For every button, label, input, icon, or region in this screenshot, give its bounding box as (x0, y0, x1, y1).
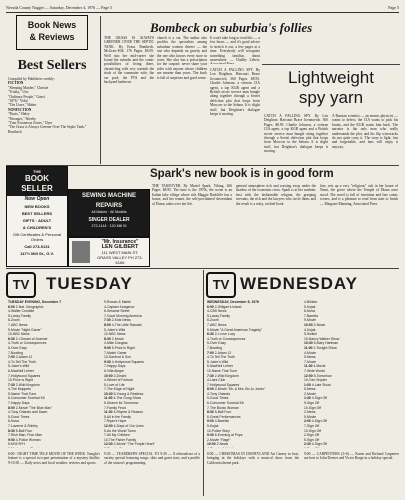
listing-time: 9:00 (8, 437, 16, 442)
book-seller-banner (7, 167, 67, 196)
listing-show: 7-Sign Off (304, 424, 320, 429)
listing-show: 5-Switch (304, 332, 318, 337)
listing-show: 4-Days of Our Lives (113, 424, 144, 429)
listing-show: 7-Movie (304, 359, 317, 364)
listing-show: 4-Tony Orlando and Dawn (8, 410, 48, 415)
listing-show: 4-Truth or Consequences (8, 341, 47, 346)
listing-show: 7-Match Game (104, 350, 127, 355)
tv-listings-tuesday-1 (8, 300, 98, 448)
listing-date: WEDNESDAY, December 8, 1976 (207, 300, 259, 304)
fiction-item: "The Users," Haber (8, 103, 37, 108)
section-divider (262, 64, 400, 65)
listing-show: 6-Over Easy (8, 345, 27, 350)
listing-show: 7-Hollywood Squares (8, 373, 41, 378)
listing-show: 5-Young & Restless (113, 391, 144, 396)
listing-time: 7:00 (207, 350, 215, 355)
fiction-item: "1876," Vidal (8, 99, 28, 104)
ad-gift-line: Gift Certificates & Personal Orders (12, 232, 62, 242)
listing-show: 10-Price is Right (8, 378, 33, 383)
listing-show: 4-Blinker (304, 300, 318, 304)
listing-show: 4-To Tell The Truth (207, 355, 235, 360)
spy-yarn-col-2: A Russian scientist — an atomic physicist — wants to defect; the CIA wants to pick his brains, and the KGB wants him back. The narrator is the only man who really understands the plot, and his flip wisecracks do not quite carry it. The story is light, fast and forgettable, and fans will enjoy it anyway. (332, 114, 398, 149)
listing-show: 4-Wheel of Fortune (104, 378, 134, 383)
listing-show: 4-Sign Off (311, 442, 327, 447)
listing-show: 10-Nancy Walker Show (304, 336, 340, 341)
listing-show: 7-Bowling (8, 350, 23, 355)
listing-time: 10:00 (207, 442, 217, 447)
listing-time: 10:00 (104, 373, 114, 378)
listing-show: 7-Happy Days (104, 364, 126, 369)
listing-show: 7-The Bionic Woman (207, 405, 239, 410)
tv-footer-note: 8:00 — CHRISTMAS IN DISNEYLAND Art Carney as host, bringing in the holidays with a musical show from the California theme park. (207, 452, 299, 465)
listing-show: 4-CBS News (207, 309, 227, 314)
spark-col-1: THE TAKEOVER. By Muriel Spark. Viking. 266 Pages. $8.95. The time is the 1970s, the scene is an Italian lake village where rich Maggie Radcliffe has a house, and her tenant, the self-proclaimed descendant of Diana, takes over her life. (152, 184, 232, 206)
ad-phone: Call 273-5131 (24, 244, 50, 249)
listing-show: 7-Happy Days (8, 401, 30, 406)
listing-show: 6-MacNeil Lehrer (8, 368, 35, 373)
listing-show: 7-The Edge of Night (104, 387, 135, 392)
listing-time: 2:30 (304, 442, 312, 447)
listing-show: 2-News (304, 410, 316, 415)
listing-show: 10-Police Story (207, 428, 230, 433)
listing-show (207, 447, 234, 448)
listing-show: 4-Rhyme & Reason (113, 410, 144, 415)
nonfiction-label: NONFICTION (8, 107, 32, 112)
ad-line: 111 WEST MAIN ST. (101, 250, 139, 255)
listing-show: 5-As the World Turns (104, 428, 136, 433)
listing-show: 2-Dinah! (113, 373, 127, 378)
book-news-column (6, 14, 98, 164)
listing-show: 2-I Love Lucy (214, 332, 236, 337)
listing-show: 10-Sanford & Son (104, 355, 131, 360)
listing-show: 7-Good Morning America (104, 313, 142, 318)
listing-time: 7:30 (207, 373, 215, 378)
listing-show: 5-Ball Four (214, 410, 232, 415)
listing-show: 6-Zoom (8, 318, 20, 323)
listing-show: 5-Love of Life (104, 382, 125, 387)
listing-show (304, 447, 319, 448)
best-sellers-intro: Compiled by Publishers weekly: (8, 77, 55, 81)
ad-item: GIFTS · ADULT (22, 218, 52, 223)
tv-wednesday-header (206, 272, 399, 298)
listing-row (207, 447, 299, 448)
listing-show: 2-Movie "The Blue Max" (15, 405, 53, 410)
column-divider (203, 270, 204, 496)
agent-photo (72, 241, 90, 263)
insurance-ad-text (93, 240, 147, 265)
listing-show: 4-Sign Off (311, 396, 327, 401)
sewing-machine-ad (68, 189, 150, 237)
listing-time: 9:30 (104, 359, 112, 364)
listing-time: 8:30 (104, 336, 112, 341)
listing-show: 10-NBC News (8, 332, 30, 337)
listing-show: 10-Sign Off (304, 428, 322, 433)
listing-time: 9:00 (104, 345, 112, 350)
bombeck-col-3: It won't take long to read this — a few hours — and it's good advice to stretch it out, a few pages at a time. Everybody will recognize something familiar, about somewhere. — Dudley Lehew, (210, 36, 260, 63)
listing-show: 10-NBC News (104, 332, 126, 337)
listing-show: 6-Consumer Survival Kit (207, 401, 244, 406)
listing-show: 5-Mary Hartman (313, 341, 339, 346)
listing-show: 9-Movie (304, 318, 317, 323)
listing-show: 5-News (304, 387, 316, 392)
ad-line: LEN GILBERT (101, 244, 139, 250)
listing-time: 6:00 (207, 304, 215, 309)
listing-show: 4-Baretta (214, 419, 229, 424)
listing-show: 7-Baretta (304, 313, 318, 318)
listing-show: 2-Movie "Rage" (207, 437, 231, 442)
listing-show: 4-Walter Cronkite (8, 309, 35, 314)
ad-line: All Makes · All Models (91, 210, 127, 214)
section-divider (6, 268, 399, 269)
listing-show: 5-Joker's Wild (104, 327, 126, 332)
tv-listings-tuesday-2 (104, 300, 200, 448)
listing-show: 10-The Fisher Family (104, 437, 137, 442)
listing-show: 7-All My Children (104, 433, 130, 438)
listing-show: 9-Movie "Night Game" (8, 327, 42, 332)
listing-time: 9:30 (207, 433, 215, 438)
masthead-right: Page 5 (388, 5, 399, 10)
listing-show: 2-News (216, 442, 229, 447)
listing-time: 7:30 (104, 318, 112, 323)
listing-time: 10:30 (304, 341, 314, 346)
listing-show: 2-Tonight Show (313, 345, 337, 350)
nonfiction-item: "Your Erroneous Zones," Dyer (8, 121, 53, 126)
listing-show: 5-Lanzy Family (207, 313, 230, 318)
listing-show: 5-Search for Tomorrow (104, 401, 139, 406)
listing-show: 6-Villa Alegre (104, 368, 124, 373)
listing-show: 5-Movie (304, 414, 317, 419)
book-news-title: Book News (27, 20, 77, 30)
listing-show (104, 447, 134, 448)
spark-col-2: general atmosphere rich and wasting away under the shadow of the economic crisis. Spark is at her sardonic best with the fashionable religion, the grasping servants, the rich and the lawyers who circle them, and the result is a witty, wicked book. (236, 184, 316, 206)
tv-tuesday-header (6, 272, 196, 298)
listing-show: 4-Kojak (304, 327, 316, 332)
listing-show: 7-Hollywood Squares (207, 382, 240, 387)
ad-line: BOOK (25, 174, 49, 183)
listing-show: 5-Joker's Wild (207, 359, 229, 364)
listing-show: 2-Sign Off (304, 433, 320, 438)
listing-show: 5-News (304, 355, 316, 360)
spark-col-3: fine, sets up a very "religious" cult in her house of Nemi, the grove where the Temple of Diana once stood. The novel is full of invention and fine comic scenes, and is a pleasure to read from start to finish — Margaret Manning, Associated Press (320, 184, 398, 206)
tv-logo-icon: TV (206, 272, 236, 298)
listing-show (8, 447, 42, 448)
listing-show: 7-Ryan's Hope (104, 419, 127, 424)
listing-show: 5-Price is Right (111, 345, 135, 350)
listing-show: 7-ABC News (8, 322, 28, 327)
listing-show: 4-Hollywood Squares (111, 359, 144, 364)
listing-show: 4-The Gong Show (113, 396, 141, 401)
spy-yarn-col-0: CATCH A FALLING SPY. By Len Deighton. Harcourt Brace Jovanovich. 360 Pages. $8.95. Charlie Johnson, a veteran CIA agent, a top KGB agent and a British secret service man bungle along together through a Soviet defection plot that loops from Moscow to the Sahara. It is slight stuff, but Deighton's dialogue keeps it moving. (210, 68, 260, 117)
listing-row (8, 447, 98, 448)
spy-yarn-title-line1: Lightweight (287, 68, 374, 87)
listing-show: 4-Late Show (311, 382, 331, 387)
listing-time: 7:30 (8, 382, 16, 387)
listing-time: 11:30 (304, 364, 314, 369)
spy-yarn-title-line2: spy yarn (298, 88, 364, 107)
listing-show: 5-Name That Tune (8, 391, 37, 396)
book-news-subtitle: & Reviews (29, 32, 75, 42)
ad-item: NEW BOOKS (24, 204, 50, 209)
listing-time: 11:30 (104, 410, 114, 415)
listing-show: 6-Nova (304, 309, 315, 314)
spy-yarn-col-1: CATCH A FALLING SPY. By Len Deighton. Harcourt Brace Jovanovich. 360 Pages. $8.95. Charlie Johnson, a veteran CIA agent, a top KGB agent and a British secret service man bungle along together through a Soviet defection plot that loops from Moscow to the Sahara. It is slight stuff, but Deighton's dialogue keeps it moving. (264, 114, 328, 154)
best-sellers-title: Best Sellers (17, 58, 87, 73)
book-news-box (16, 15, 88, 50)
listing-show: 7-Rich Man, Poor Man (8, 433, 42, 438)
listing-show: 2-Wild Kingdom (15, 382, 40, 387)
spark-headline: Spark's new book is in good form (150, 168, 334, 180)
bombeck-headline: Bombeck on suburbia's follies (150, 20, 313, 35)
listing-time: 7:00 (8, 355, 16, 360)
ad-line: 273-1144 · 120 Mill St (91, 224, 127, 229)
ad-line: SELLER (21, 184, 53, 193)
listing-time: 12:30 (104, 442, 114, 447)
insurance-ad (68, 237, 150, 267)
listing-show: 4-Mike Douglas (104, 341, 128, 346)
listing-row (304, 447, 399, 448)
listing-time: 8:00 (8, 405, 16, 410)
now-open-tag: Now Open (24, 196, 50, 202)
ad-line: SEWING MACHINE (82, 193, 136, 199)
tv-day-title: TUESDAY (46, 274, 133, 293)
listing-show: 4-Truth or Consequences (207, 336, 246, 341)
listing-show: 5-Kojak (304, 304, 316, 309)
listing-show: 5-Tomorrow (313, 373, 332, 378)
listing-show: 2-Adam 12 (214, 350, 232, 355)
listing-show: 4-Police Woman (15, 437, 41, 442)
listing-time: 11:00 (104, 396, 114, 401)
listing-show: 6-Great Performances (207, 414, 241, 419)
listing-show: 5-Ball Four (15, 428, 33, 433)
ad-address: 147½ Mill St., G.V. (20, 251, 54, 256)
listing-row (104, 447, 200, 448)
listing-show: 5-Joker's Wild (8, 364, 30, 369)
masthead-left: Nevada County Nugget — Saturday, December 4, 1976 — Page 5 (6, 5, 112, 10)
listing-time: 10:30 (104, 391, 114, 396)
listing-show: 10-Sign Off (304, 405, 322, 410)
listing-time: 6:00 (8, 304, 16, 309)
listing-show: 10-Name That Tune (207, 368, 238, 373)
bombeck-col-1: THE GRASS IS ALWAYS GREENER OVER THE SEPTIC TANK. By Erma Bombeck. McGraw-Hill. 176 Pages. $6.95. Well into her mid-career she found the suburbs and the comic possibilities of living there, chronicling with wry warmth the trials of the commuter wife, the car pool, the PTA and the backyard barbecue. (104, 36, 154, 85)
masthead (6, 4, 399, 13)
listing-show: 2-Movie "The Purple Heart" (113, 442, 155, 447)
tv-logo-icon: TV (6, 272, 36, 298)
listing-show: 5-Good Times (8, 414, 30, 419)
tv-footer-note: 8:00 - NIGHT TIME TELE MOVIE OF THE WEEK. Tonight's feature is a special two-part presentation of a mystery thriller. 9-10:30 — Daily news and local weather, reviews and sports. (8, 452, 100, 465)
listing-show: 2-Adam 12 (15, 355, 33, 360)
listing-show: 9-Movie "A Great American Tragedy" (207, 327, 263, 332)
listing-time: 10:00 (304, 322, 314, 327)
listing-show: 4-Tony Orlando (207, 391, 231, 396)
listing-show: 2-Wild Kingdom (214, 373, 239, 378)
fiction-item: "Ordinary People," Guest (8, 94, 45, 99)
listing-show: 4-Movie (313, 364, 326, 369)
listing-show: 5-Kojak (207, 424, 219, 429)
nonfiction-item: "The Grass is Always Greener Over The Septic Tank," Bombeck (8, 125, 87, 134)
ad-item: BEST SELLERS (21, 211, 53, 216)
listing-show: 10-Tom Snyder (304, 378, 327, 383)
listing-time: 6:30 (8, 336, 16, 341)
tv-footer-note: 9:00 — CARPENTERS (2+6) — Karen and Richard Carpenter are host to John Denver and Victor Borge in a holiday special. (304, 452, 399, 461)
ad-item: & CHILDREN'S (22, 225, 52, 230)
listing-show: 2-Kids News (111, 318, 131, 323)
listing-time: 12:00 (304, 373, 314, 378)
listing-show: 6-Evening at Pops (214, 433, 243, 438)
listing-show: 4-Movie (304, 350, 317, 355)
listing-time: 6:30 (207, 332, 215, 337)
fiction-item: "Trinity," Uris (8, 90, 29, 95)
listing-show: 6-Nova (8, 419, 19, 424)
fiction-item: "Sleeping Murder," Christie (8, 85, 49, 90)
listing-time: 8:30 (207, 410, 215, 415)
spy-yarn-headline (262, 68, 400, 108)
ad-line: REPAIRS (95, 203, 123, 209)
listing-show: 2-Movie (304, 391, 317, 396)
listing-time: 11:00 (304, 345, 314, 350)
listing-time: 1:30 (304, 396, 312, 401)
tv-day-title: WEDNESDAY (240, 274, 358, 293)
listing-show: 5-All in the Family (104, 414, 131, 419)
listing-show: 2-Gilligan's Island (214, 304, 242, 309)
listing-show: 5-Sign Off (304, 437, 320, 442)
tv-listings-wednesday-2 (304, 300, 399, 448)
listing-show: 9-Rowan & Martin (104, 300, 132, 304)
nonfiction-item: "Passages," Sheehy (8, 116, 37, 121)
listing-show: 4-Captain Kangaroo (104, 304, 135, 309)
listing-show: 4-To Tell The Truth (8, 359, 36, 364)
listing-show: 7-Laverne & Shirley (8, 424, 38, 429)
tv-listings-wednesday-1 (207, 300, 299, 448)
listing-show: 5-Over Easy (207, 341, 226, 346)
listing-show: 7-Wide World (304, 368, 325, 373)
listing-show: 9-Sign Off (304, 401, 320, 406)
listing-show: 6-MacNeil Lehrer (207, 364, 234, 369)
column-divider (100, 16, 101, 164)
listing-show: 7-Bowling (207, 345, 222, 350)
listing-show: 5-M*A*S*H (8, 442, 25, 447)
best-sellers-list (6, 77, 98, 134)
ad-line: "Mr. Insurance" (101, 239, 139, 245)
fiction-label: FICTION (8, 81, 24, 86)
ad-line: GRASS VALLEY PH 273-6166 (97, 255, 143, 265)
listing-show: 7-Family Feud (104, 405, 126, 410)
listing-time: 12:00 (104, 424, 114, 429)
listing-show: 6-Consumer Survival Kit (8, 396, 45, 401)
listing-show: 4-Liars Club (207, 378, 226, 383)
listing-show: 7-ABC News (207, 322, 227, 327)
listing-show: 2-Movie (111, 336, 124, 341)
listing-show: 4-Sign Off (311, 419, 327, 424)
listing-show: 2-I Dream of Jeannie (15, 336, 48, 341)
ad-line: SINGER DEALER (88, 217, 130, 224)
ad-line: THE (33, 169, 41, 174)
listing-time: 2:00 (304, 419, 312, 424)
nonfiction-item: "Roots," Haley (8, 112, 30, 117)
book-seller-ad (6, 166, 68, 267)
tv-footer-note: 9:30 — TEARDROPS SPECIAL TO 9:30 — A rebroadcast of a variety special featuring songs, skits and guest stars, and a profile of the season's programming. (104, 452, 200, 465)
listing-date: TUESDAY EVENING, December 7 (8, 300, 62, 304)
listing-time: 8:00 (207, 387, 215, 392)
listing-time: 9:00 (207, 419, 215, 424)
listing-show: 2-Nat. Geographic (15, 304, 44, 309)
listing-show: 4-The Little Rascals (111, 322, 142, 327)
listing-show: 2-News (313, 322, 326, 327)
listing-time: 8:30 (8, 428, 16, 433)
listing-show: 2-Movie "Mr. & Mrs. Bo Jo Jones" (214, 387, 266, 392)
listing-show: 6-Zoom (207, 318, 219, 323)
listing-time: 8:00 (104, 322, 112, 327)
bombeck-col-2: church is a cut. The author also profiles the specialists among suburban women drivers — the one who depends on gravity and the one who knows every store in town. She also has a prescription for the carpool: never share your rides with anyone whose children are smarter than yours. The book is full of surprises and good sense. (157, 36, 207, 80)
listing-show: 4-The Muppets (8, 387, 31, 392)
listing-show: 6-Sesame Street (104, 309, 130, 314)
listing-time: 1:00 (304, 382, 312, 387)
listing-show: 5-Good Times (207, 396, 229, 401)
listing-show: 5-Lanzy Family (8, 313, 31, 318)
